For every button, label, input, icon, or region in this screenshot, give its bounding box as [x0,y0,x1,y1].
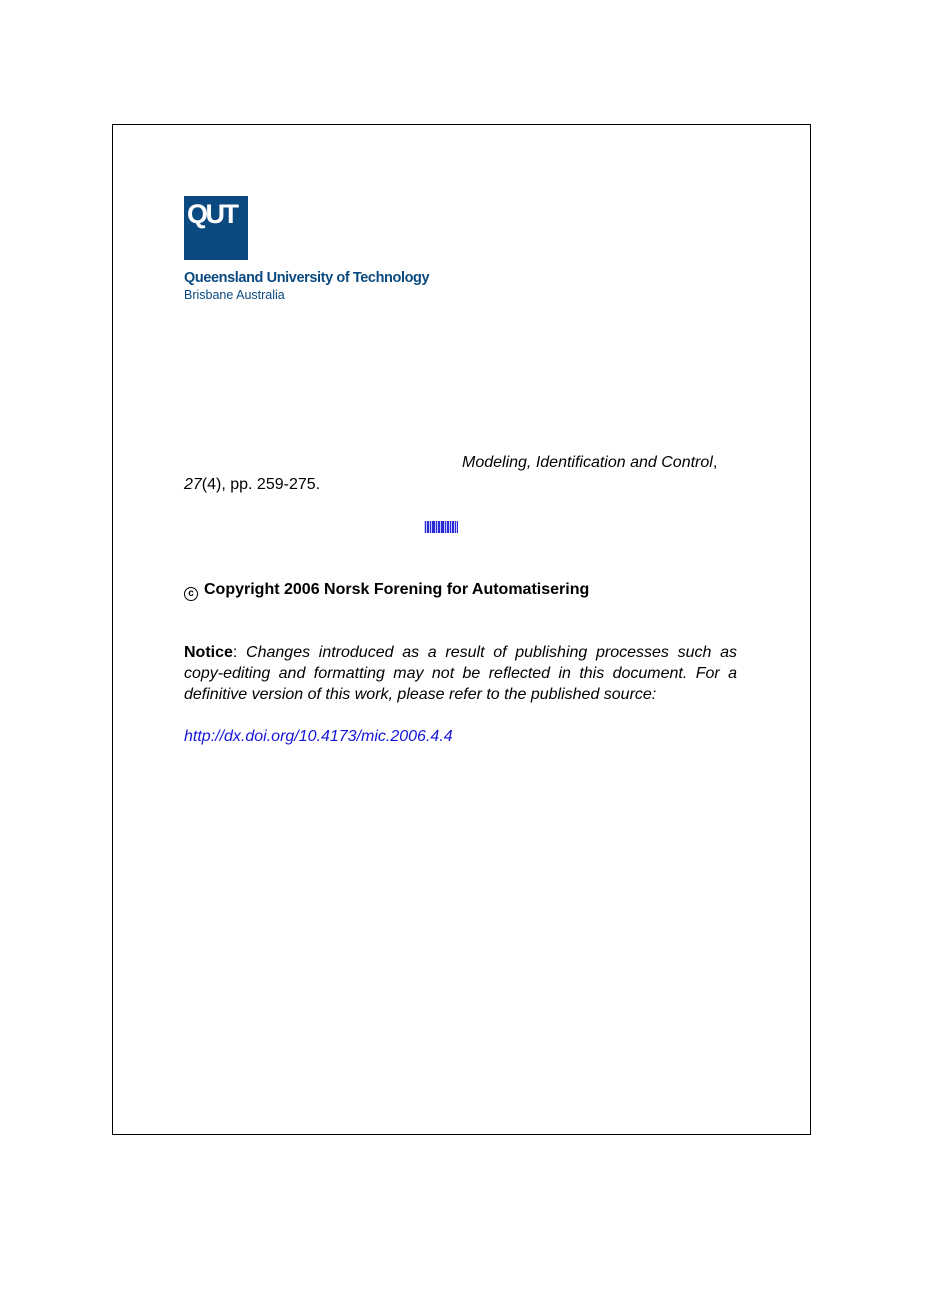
copyright-text: Copyright 2006 Norsk Forening for Automatisering [204,581,590,598]
barcode-stamp-icon [424,521,458,533]
university-location: Brisbane Australia [184,288,285,302]
journal-name: Modeling, Identification and Control [462,454,713,471]
doi-link[interactable]: http://dx.doi.org/10.4173/mic.2006.4.4 [184,728,453,745]
notice-paragraph [184,642,737,705]
journal-volume: 27 [184,476,202,493]
notice-separator: : [232,644,247,661]
qut-logo [184,196,248,260]
copyright-line [184,581,589,601]
university-name: Queensland University of Technology [184,270,430,286]
notice-label: Notice [184,644,233,661]
notice-text: Changes introduced as a result of publishing processes such as copy-editing and formatting may not be reflected in this document. For a definitive version of this work, please refer to the published source: [184,644,737,703]
copyright-icon: c [184,587,198,601]
logo-letters: QUT [187,199,237,229]
citation-journal-line [462,454,717,472]
citation-volume-line [184,476,320,494]
journal-issue-pages: (4), pp. 259-275. [201,476,321,493]
journal-suffix: , [712,454,718,471]
